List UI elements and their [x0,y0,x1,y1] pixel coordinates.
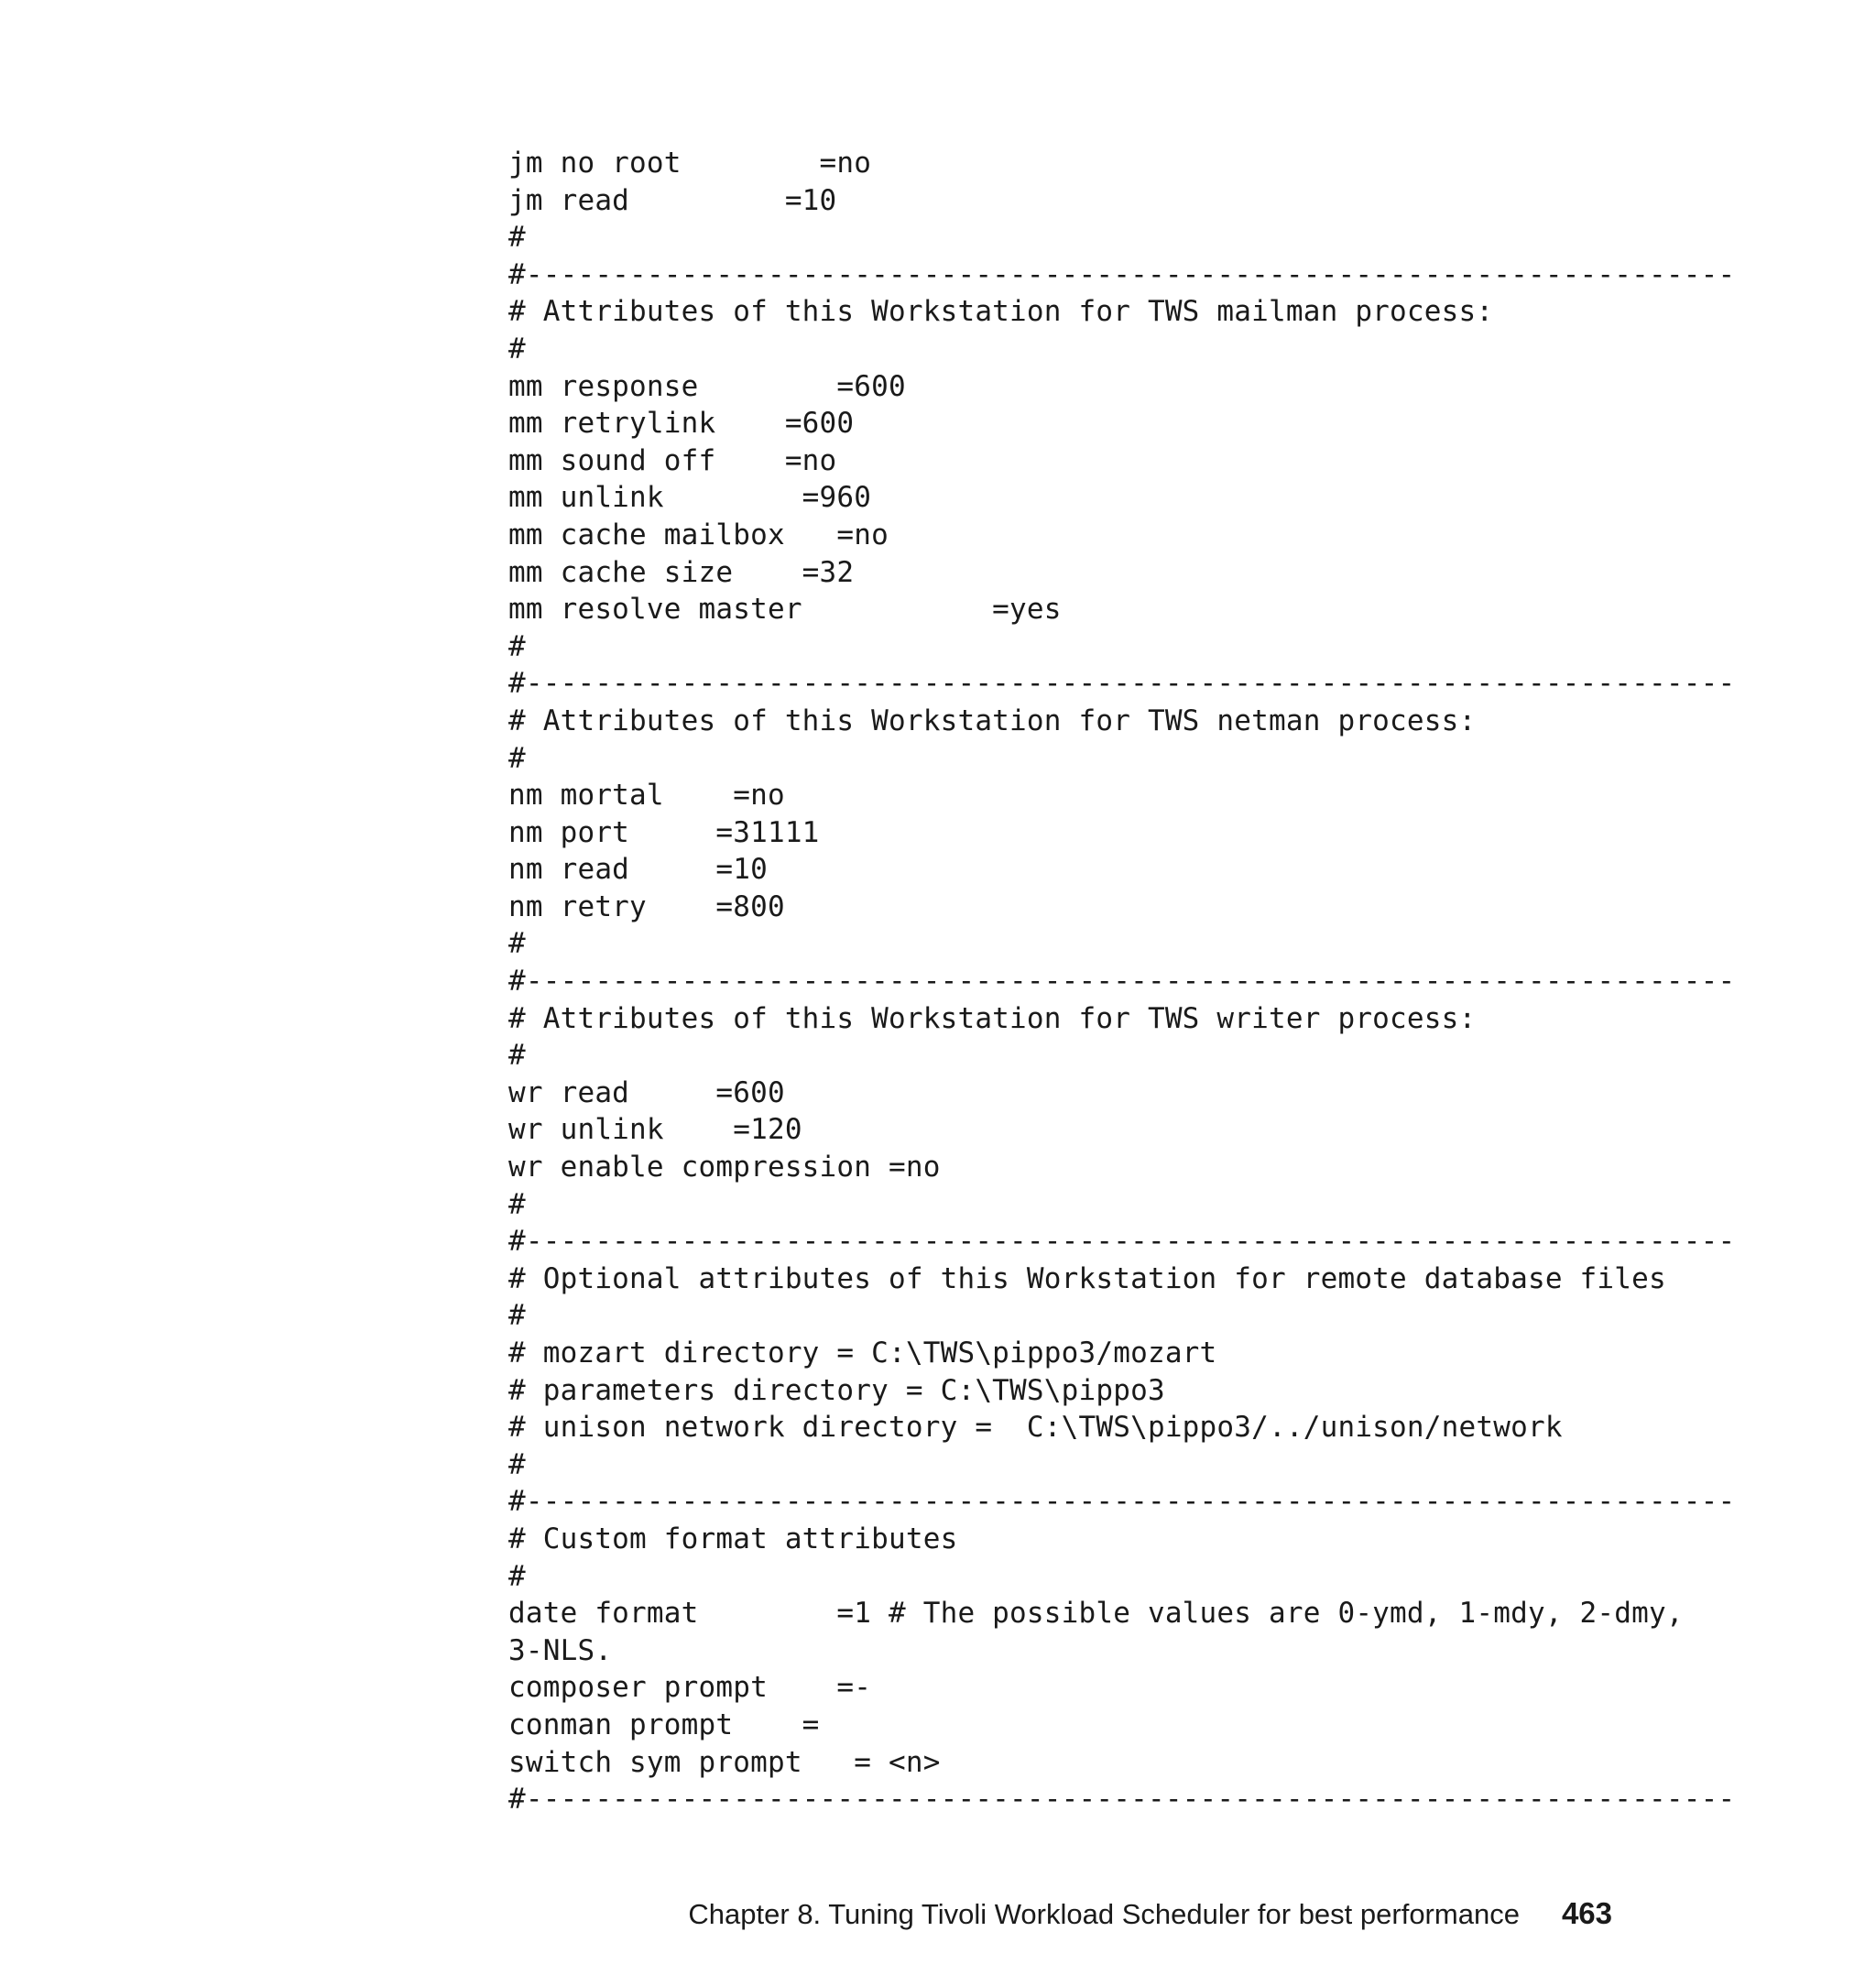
code-line: nm read =10 [508,853,768,887]
code-line: # [508,741,526,775]
code-line: conman prompt = [508,1708,820,1741]
code-line: #---------------------------------------------------------------------- [508,1225,1736,1259]
code-line: # [508,1299,526,1333]
code-line: # mozart directory = C:\TWS\pippo3/mozart [508,1337,1217,1369]
code-listing [508,145,1736,1818]
code-line: mm response =600 [508,369,906,403]
code-line: #---------------------------------------------------------------------- [508,667,1736,701]
code-line: 3-NLS. [508,1633,613,1667]
code-line: jm no root =no [508,147,872,180]
code-line: #---------------------------------------------------------------------- [508,257,1736,291]
code-line: composer prompt =- [508,1671,872,1705]
code-line: mm resolve master =yes [508,593,1062,627]
code-line: # [508,927,526,961]
code-line: jm read =10 [508,183,837,217]
code-line: wr read =600 [508,1075,785,1109]
page-footer [0,1896,1612,1931]
code-line: mm cache mailbox =no [508,518,889,551]
code-line: # Attributes of this Workstation for TWS netman process: [508,704,1477,737]
code-line: nm mortal =no [508,779,785,813]
page-number: 463 [1561,1896,1612,1930]
code-line: #---------------------------------------------------------------------- [508,1485,1736,1519]
code-line: # [508,1187,526,1221]
code-line: # Custom format attributes [508,1522,958,1555]
code-line: nm retry =800 [508,889,785,923]
code-line: wr unlink =120 [508,1113,802,1147]
code-line: # [508,629,526,663]
code-line: nm port =31111 [508,815,820,849]
code-line: mm unlink =960 [508,481,872,515]
code-line: # [508,1559,526,1593]
code-line: # [508,332,526,366]
code-line: mm retrylink =600 [508,407,855,441]
code-line: # [508,221,526,255]
code-line: date format =1 # The possible values are 0-ymd, 1-mdy, 2-dmy, [508,1597,1684,1631]
code-line: mm sound off =no [508,443,837,477]
code-line: # parameters directory = C:\TWS\pippo3 [508,1373,1165,1407]
chapter-title: Chapter 8. Tuning Tivoli Workload Scheduler for best performance [688,1898,1520,1930]
code-line: # [508,1039,526,1073]
code-line: # unison network directory = C:\TWS\pippo3/../unison/network [508,1411,1563,1445]
code-line: wr enable compression =no [508,1151,941,1184]
code-line: #---------------------------------------------------------------------- [508,1783,1736,1817]
code-line: # [508,1447,526,1481]
code-line: mm cache size =32 [508,555,855,589]
code-line: # Attributes of this Workstation for TWS writer process: [508,1001,1477,1035]
code-line: # Attributes of this Workstation for TWS mailman process: [508,295,1494,329]
code-line: switch sym prompt = <n> [508,1745,941,1779]
code-line: #---------------------------------------------------------------------- [508,965,1736,998]
code-line: # Optional attributes of this Workstation for remote database files [508,1261,1666,1295]
